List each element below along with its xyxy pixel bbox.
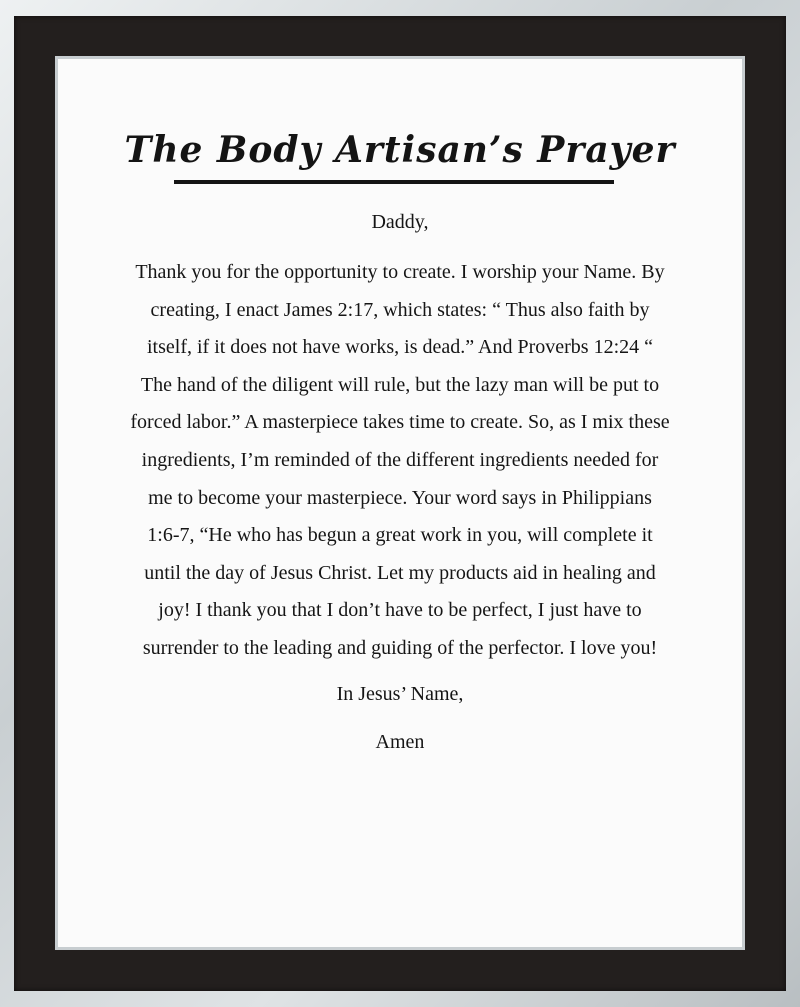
document-title: The Body Artisan’s Prayer <box>124 129 676 171</box>
prayer-body <box>130 200 670 764</box>
title-underline <box>174 180 614 184</box>
greeting: Daddy, <box>371 211 429 233</box>
closing-line: In Jesus’ Name, <box>336 682 464 705</box>
signoff: Amen <box>375 730 425 753</box>
prayer-paragraph: Thank you for the opportunity to create. I worship your Name. By creating, I enact James 2:17, which states: “ Thus also faith by itself, if it does not have works, is dead.” And Proverbs 12:24 “ The hand of the diligent will rule, but the lazy man will be put to forced labor.” A masterpiece takes time to create. So, as I mix these ingredients, I’m reminded of the different ingredients needed for me to become your masterpiece. Your word says in Philippians 1:6-7, “He who has begun a great work in you, will complete it until the day of Jesus Christ. Let my products aid in healing and joy! I thank you that I don’t have to be perfect, I just have to surrender to the leading and guiding of the perfector. I love you! <box>130 261 670 659</box>
